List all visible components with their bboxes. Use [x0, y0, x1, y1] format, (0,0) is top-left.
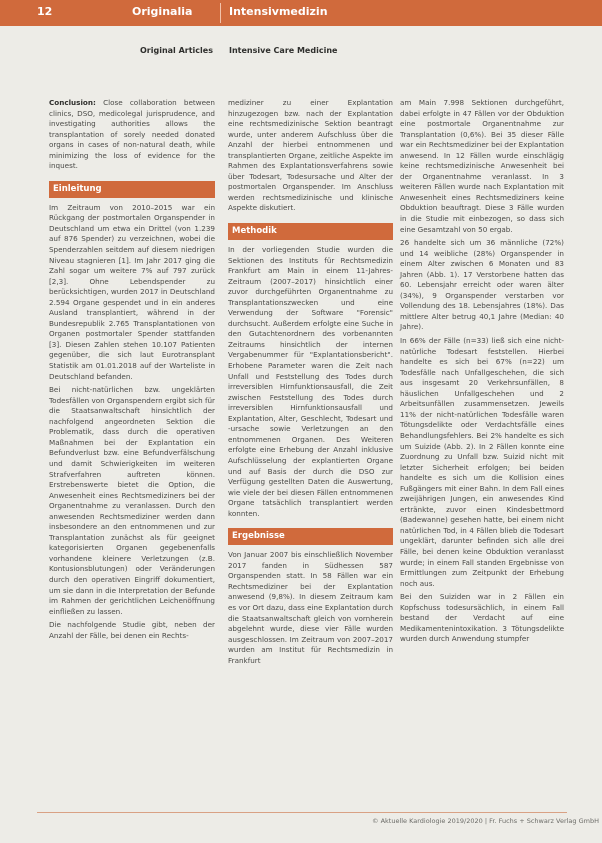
results-paragraph-5: Bei den Suiziden war in 2 Fällen ein Kopfschuss todesursächlich, in einem Fall bestand der Verdacht auf eine Medikamentenintoxikation. 3 Tötungsdelikte wurden durch Anwendung stumpfer: [400, 592, 564, 644]
section-label-english: Original Articles: [140, 46, 213, 55]
results-paragraph-4: In 66% der Fälle (n=33) ließ sich eine nicht-natürliche Todesart feststellen. Hierbei handelte es sich bei 67% (n=22) um Todesfälle nach Unfallgeschehen, die sich aus insgesamt 20 Verkehrsunfällen, 8 häuslichen Unfallgeschehen und 2 Arbeitsunfällen zusammensetzen. Jeweils 11% der nicht-natürlichen Todesfälle waren Tötungsdelikte oder Verdachtsfälle eines Behandlungsfehlers. Bei 2% handelte es sich um Suizide (Abb. 2). In 2 Fällen konnte eine Zuordnung zu Unfall bzw. Suizid nicht mit letzter Sicherheit erfolgen; bei beiden handelte es sich um die Kollision eines Fußgängers mit einer Bahn. In dem Fall eines zweijährigen Jungen, ein anwesendes Kind ertränkte, zuvor einen Kindesbettmord (Badewanne) gesehen hatte, bei einem nicht natürlichen Tod, in 4 Fällen blieb die Todesart ungeklärt, darunter befinden sich alle drei Fälle, bei denen keine Obduktion veranlasst wurde; in einem Fall standen Ergebnisse von Ermittlungen zum Zeitpunkt der Erhebung noch aus.: [400, 336, 564, 588]
conclusion-text: Close collaboration between clinics, DSO, medicolegal jurisprudence, and investigating authorities allows the transplantation of sorely needed donated organs in cases of non-natural death, while minimizing the loss of evidence for the inquest.: [49, 98, 215, 171]
conclusion-label: Conclusion:: [49, 98, 96, 107]
heading-introduction: Einleitung: [49, 181, 215, 198]
results-paragraph-3: 26 handelte sich um 36 männliche (72%) und 14 weibliche (28%) Organspender in einem Alter zwischen 6 Monaten und 83 Jahren (Abb. 1). 17 Verstorbene hatten das 60. Lebensjahr erreicht oder waren älter (34%), 9 Organspender verstarben vor Vollendung des 18. Lebensjahres (18%). Das mittlere Alter betrug 40,1 Jahre (Median: 40 Jahre).: [400, 238, 564, 332]
intro-paragraph-2: Bei nicht-natürlichen bzw. ungeklärten Todesfällen von Organspendern ergibt sich für die Staatsanwaltschaft hinsichtlich der nachfolgend angeordneten Sektion die Problematik, dass durch die operativen Maßnahmen bei der Explantation ein Befundverlust bzw. eine Befundverfälschung und damit Schwierigkeiten im weiteren Strafverfahren auftreten können. Erstrebenswerte bietet die Option, die Anwesenheit eines Rechtsmediziners bei der Organentnahme zu veranlassen. Durch den anwesenden Rechtsmediziner werden dann insbesondere an den entnommenen und zur Transplantation zunächst als für geeignet kategorisierten Organen gegebenenfalls vorhandene kleinere Verletzungen (z.B. Kontusionsblutungen) oder Veränderungen durch den operativen Eingriff dokumentiert, um sie dann in die Interpretation der Befunde im Rahmen der gerichtlichen Leichenöffnung einfließen zu lassen.: [49, 385, 215, 616]
page-number: 12: [37, 5, 53, 18]
results-paragraph-1: Von Januar 2007 bis einschließlich November 2017 fanden in Südhessen 587 Organspenden statt. In 58 Fällen war ein Rechtsmediziner bei der Explantation anwesend (9,8%). In diesem Zeitraum kam es vor Ort dazu, dass eine Explantation durch die Staatsanwaltschaft gleich von vornherein abgelehnt wurde, diese vier Fälle wurden ausgeschlossen. Im Zeitraum von 2007–2017 wurden am Institut für Rechtsmedizin in Frankfurt: [228, 550, 393, 665]
results-paragraph-2: am Main 7.998 Sektionen durchgeführt, dabei erfolgte in 47 Fällen vor der Obduktion eine postmortale Organentnahme zur Transplantation (0,6%). Bei 35 dieser Fälle war ein Rechtsmediziner bei der Explantation anwesend. In 12 Fällen wurde einschlägig keine rechtsmedizinische Anwesenheit bei der Organentnahme veranlasst. In 3 weiteren Fällen wurde nach Explantation mit Anwesenheit eines Rechtsmediziners keine Obduktion beauftragt. Diese 3 Fälle wurden in die Studie mit einbezogen, so dass sich eine Gesamtzahl von 50 ergab.: [400, 98, 564, 234]
topic-label: Intensivmedizin: [229, 5, 328, 18]
topic-label-english: Intensive Care Medicine: [229, 46, 338, 55]
text-column-3: [400, 98, 564, 648]
methods-paragraph: In der vorliegenden Studie wurden die Sektionen des Instituts für Rechtsmedizin Frankfurt am Main in einem 11-Jahres-Zeitraum (2007–2017) hinsichtlich einer zuvor durchgeführten Organentnahme zu Transplantationszwecken und eine Verwendung der Software "Forensic" durchsucht. Außerdem erfolgte eine Suche in den Gutachtenordnern des vorbenannten Zeitraums hinsichtlich der internen Vergabenummer für "Explantationsbericht". Erhobene Parameter waren die Zeit nach Unfall und Feststellung des Todes durch irreversiblen Hirnfunktionsausfall, die Zeit zwischen Feststellung des Todes durch irreversiblen Hirnfunktionsausfall und Explantation, Alter, Geschlecht, Todesart und -ursache sowie Verletzungen an den entnommenen Organen. Des Weiteren erfolgte eine Erhebung der Anzahl inklusive Aufschlüsselung der explantierten Organe und auf Basis der durch die DSO zur Verfügung gestellten Daten die Auswertung, wie viele der bei diesen Fällen entnommenen Organe tatsächlich transplantiert werden konnten.: [228, 245, 393, 518]
header-band: [0, 0, 602, 26]
text-column-1: [49, 98, 215, 644]
conclusion-paragraph: [49, 98, 215, 172]
copyright-footer: © Aktuelle Kardiologie 2019/2020 | Fr. Fuchs + Schwarz Verlag GmbH: [372, 817, 599, 825]
header-divider: [220, 3, 221, 23]
text-column-2: [228, 98, 393, 669]
intro-paragraph-continued: mediziner zu einer Explantation hinzugezogen bzw. nach der Explantation eine rechtsmedizinische Sektion beantragt wurde, unter anderem Aufschluss über die Anzahl der hierbei entnommenen und transplantierten Organe, zeitliche Aspekte im Rahmen des Explantationsverfahrens sowie über Todesart, Todesursache und Alter der postmortalen Organspender. Im Anschluss werden rechtsmedizinische und klinische Aspekte diskutiert.: [228, 98, 393, 213]
intro-paragraph-3: Die nachfolgende Studie gibt, neben der Anzahl der Fälle, bei denen ein Rechts-: [49, 620, 215, 640]
intro-paragraph-1: Im Zeitraum von 2010–2015 war ein Rückgang der postmortalen Organspender in Deutschland um etwa ein Drittel (von 1.239 auf 876 Spender) zu verzeichnen, wobei die Spenderzahlen seitdem auf diesem niedrigen Niveau stagnieren [1]. Im Jahr 2017 ging die Zahl sogar um weitere 7% auf 797 zurück [2,3]. Ohne Lebendspender zu berücksichtigen, wurden 2017 in Deutschland 2.594 Organe gespendet und in ein anderes Ausland transplantiert, während in der Bundesrepublik 2.765 Transplantationen von Organen postmortaler Spender stattfanden [3]. Diesen Zahlen stehen 10.107 Patienten gegenüber, die sich laut Eurotransplant Statistik am 01.01.2018 auf der Warteliste in Deutschland befanden.: [49, 202, 215, 381]
section-label: Originalia: [132, 5, 193, 18]
heading-methods: Methodik: [228, 223, 393, 240]
footer-rule: [37, 812, 567, 813]
heading-results: Ergebnisse: [228, 528, 393, 545]
